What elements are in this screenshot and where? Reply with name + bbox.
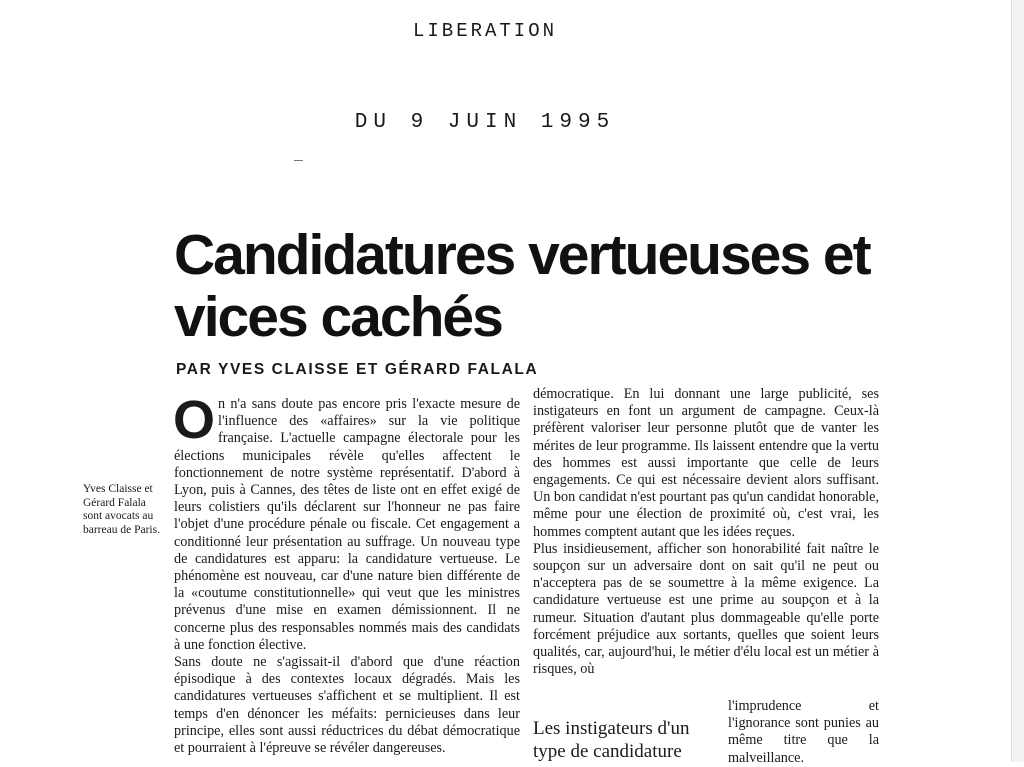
article-byline: PAR YVES CLAISSE ET GÉRARD FALALA xyxy=(176,361,539,378)
drop-cap: O xyxy=(173,390,216,450)
newspaper-name: LIBERATION xyxy=(412,20,558,42)
paragraph-text: n n'a sans doute pas encore pris l'exacte mesure de l'influence des «affaires» sur la vie politique française. L'actuelle campagne électorale pour les élections municipales révèle qu'elles affectent le fonctionnement de notre système représentatif. D'abord à Lyon, puis à Cannes, des têtes de liste ont en effet exigé de leurs colistiers qu'ils déclarent sur l'honneur ne pas faire l'objet d'une procédure pénale ou fiscale. Cet engagement a conditionné leur présentation au suffrage. Un nouveau type de candidatures est apparu: la candidature vertueuse. Le phénomène est nouveau, car d'une nature bien différente de la «coutume constitutionnelle» qui veut que les ministres prévenus d'une mise en examen démissionnent. Il ne concerne plus des responsables nommés mais des candidats à une fonction élective. xyxy=(174,396,520,653)
publication-date: DU 9 JUIN 1995 xyxy=(354,111,616,134)
divider xyxy=(294,160,303,161)
page-edge xyxy=(1011,0,1024,762)
article-paragraph: Sans doute ne s'agissait-il d'abord que d'une réaction épisodique à des contextes locaux dégradés. Mais les candidatures vertueuses s'affichent et se multiplient. Il est temps d'en dénoncer les méfaits: pernicieuses dans leur principe, elles sont aussi réductrices du débat démocratique et pourraient à l'épreuve se révéler dangereuses. xyxy=(174,654,520,757)
article-column-1 xyxy=(173,390,520,757)
pull-quote: Les instigateurs d'un type de candidature xyxy=(533,718,690,762)
article-paragraph xyxy=(173,390,520,654)
article-paragraph-continuation: l'imprudence et l'ignorance sont punies au même titre que la malveillance. xyxy=(728,698,879,766)
article-paragraph: Plus insidieusement, afficher son honorabilité fait naître le soupçon sur un adversaire dont on sait qu'il ne peut ou n'acceptera pas de se soumettre à la même exigence. La candidature vertueuse est une prime au soupçon et à la rumeur. Situation d'autant plus dommageable qu'elle porte forcément préjudice aux sortants, quelles que soient leurs qualités, car, aujourd'hui, le métier d'élu local est un métier à risques, où xyxy=(533,540,879,678)
author-note: Yves Claisse et Gérard Falala sont avocats au barreau de Paris. xyxy=(83,483,160,536)
article-column-2 xyxy=(533,386,879,678)
article-paragraph: démocratique. En lui donnant une large publicité, ses instigateurs en font un argument de campagne. Ceux-là préfèrent valoriser leur personne plutôt que de vanter les mérites de leur programme. Ils laissent entendre que la vertu des hommes est aussi importante que celle de leurs engagements. Ce qui est nécessaire devient alors suffisant. Un bon candidat n'est pourtant pas qu'un candidat honorable, même pour une élection de proximité où, c'est vrai, les hommes comptent autant que les idées reçues. xyxy=(533,386,879,540)
article-headline: Candidatures vertueuses et vices cachés xyxy=(174,223,870,349)
